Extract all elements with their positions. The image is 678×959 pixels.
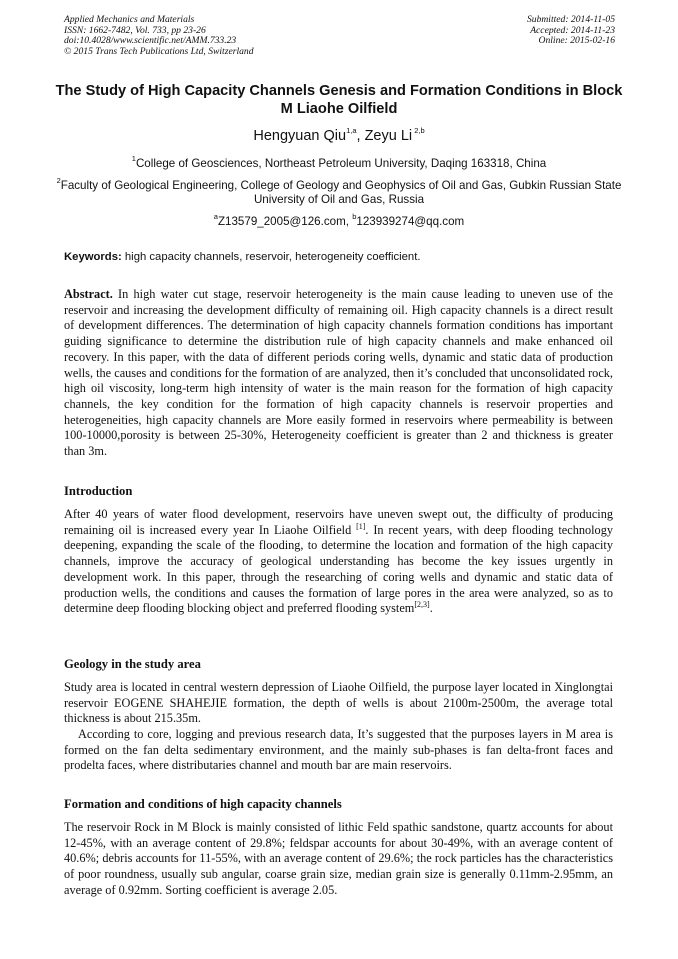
citation-ref[interactable]: [1] [356,521,366,531]
intro-text: . In recent years, with deep flooding technology deepening, expanding the scale of the flooding, to determine the location and formation of the high capacity channels, improve the accuracy of geological understanding has become the key issues urgently in development work. In this paper, through the researching of coring wells and dynamic and static data of production wells, the conditions and causes the formation of large pores in the area were analyzed, so as to determine deep flooding blocking object and preferred flooding system [64,522,613,616]
journal-info [64,15,254,57]
email-link[interactable]: 123939274@qq.com [356,215,465,228]
journal-issn: ISSN: 1662-7482, Vol. 733, pp 23-26 [64,24,206,36]
affiliation-2 [40,176,638,207]
author-separator: , [356,128,365,144]
keywords-label: Keywords: [64,251,122,263]
email-link[interactable]: Z13579_2005@126.com, [217,215,353,228]
affiliation-text: Faculty of Geological Engineering, College of Geology and Geophysics of Oil and Gas, Gubkin Russian State University of Oil and Gas, Russia [60,179,622,206]
affiliation-mark: 2 [56,176,61,186]
journal-name: Applied Mechanics and Materials [64,14,195,25]
journal-copyright: © 2015 Trans Tech Publications Ltd, Switzerland [64,45,254,57]
abstract-text: In high water cut stage, reservoir heterogeneity is the main cause leading to uneven use of the reservoir and increasing the development difficulty of remaining oil. High capacity channels is a direct result of development differences. The determination of high capacity channels formation conditions has important guiding significance to determine the distribution rule of high capacity channels and make enhanced oil recovery. In this paper, with the data of different periods coring wells, dynamic and static data of production wells, the causes and conditions for the formation of are analyzed, then it’s concluded that unconsolidated rock, high oil viscosity, long-term high intensity of water is the main reason for the formation of high capacity channels, the key condition for the formation of high capacity channels is reservoir properties and heterogeneities, high capacity channels are More easily formed in reservoirs where permeability is between 100-10000,porosity is between 25-30%, Heterogeneity coefficient is greater than 2 and thickness is greater than 3m. [64,287,613,459]
author-emails [40,212,638,229]
submitted-date: Submitted: 2014-11-05 [526,14,615,25]
keywords-text: high capacity channels, reservoir, heterogeneity coefficient. [121,251,421,263]
section-heading-formation: Formation and conditions of high capacity channels [64,797,342,811]
formation-paragraph-1: The reservoir Rock in M Block is mainly consisted of lithic Feld spathic sandstone, quartz accounts for about 12-45%, with an average content of 29.8%; feldspar accounts for about 30-49%, with an average content of 40.6%; debris accounts for 11-55%, with an average content of 29.6%; the rock particles has the characteristics of poor roundness, usually sub angular, coarse grain size, median grain size is generally 0.11mm-2.95mm, an average of 0.92mm. Sorting coefficient is average 2.05. [64,820,613,897]
citation-ref[interactable]: [2,3] [414,600,430,610]
section-heading-introduction: Introduction [64,484,133,498]
intro-text: . [429,601,433,616]
geology-paragraph-1: Study area is located in central western depression of Liaohe Oilfield, the purpose layer located in Xinglongtai reservoir EOGENE SHAHEJIE formation, the depth of wells is about 2100m-2500m, the average total thickness is about 215.35m. [64,680,613,726]
author-name: Zeyu Li [364,128,413,144]
accepted-date: Accepted: 2014-11-23 [530,24,615,36]
keywords [64,251,614,263]
intro-text: After 40 years of water flood development, reservoirs have uneven swept out, the difficulty of producing remaining oil is increased every year In Liaohe Oilfield [64,507,613,537]
abstract [64,287,613,460]
author-list [0,128,678,144]
affiliation-text: College of Geosciences, Northeast Petroleum University, Daqing 163318, China [135,157,547,170]
author-affiliation-mark: 1,a [346,126,357,136]
author-name: Hengyuan Qiu [253,128,347,144]
introduction-paragraph [64,507,613,617]
online-date: Online: 2015-02-16 [538,35,615,47]
submission-dates [527,15,615,47]
section-heading-geology: Geology in the study area [64,657,201,671]
geology-paragraph-2: According to core, logging and previous research data, It’s suggested that the purposes layers in M area is formed on the fan delta sedimentary environment, and the mainly sub-phases is fan delta-front faces and prodelta faces, where distributaries channel and mouth bar are main reservoirs. [64,727,613,773]
journal-doi: doi:10.4028/www.scientific.net/AMM.733.23 [64,35,237,47]
email-mark: b [352,212,357,222]
affiliation-1 [40,154,638,171]
email-mark: a [213,212,218,222]
abstract-label: Abstract. [64,287,113,301]
affiliation-mark: 1 [131,154,136,164]
author-affiliation-mark: 2,b [412,126,425,136]
paper-title: The Study of High Capacity Channels Genesis and Formation Conditions in Block M Liaohe Oilfield [55,83,623,117]
